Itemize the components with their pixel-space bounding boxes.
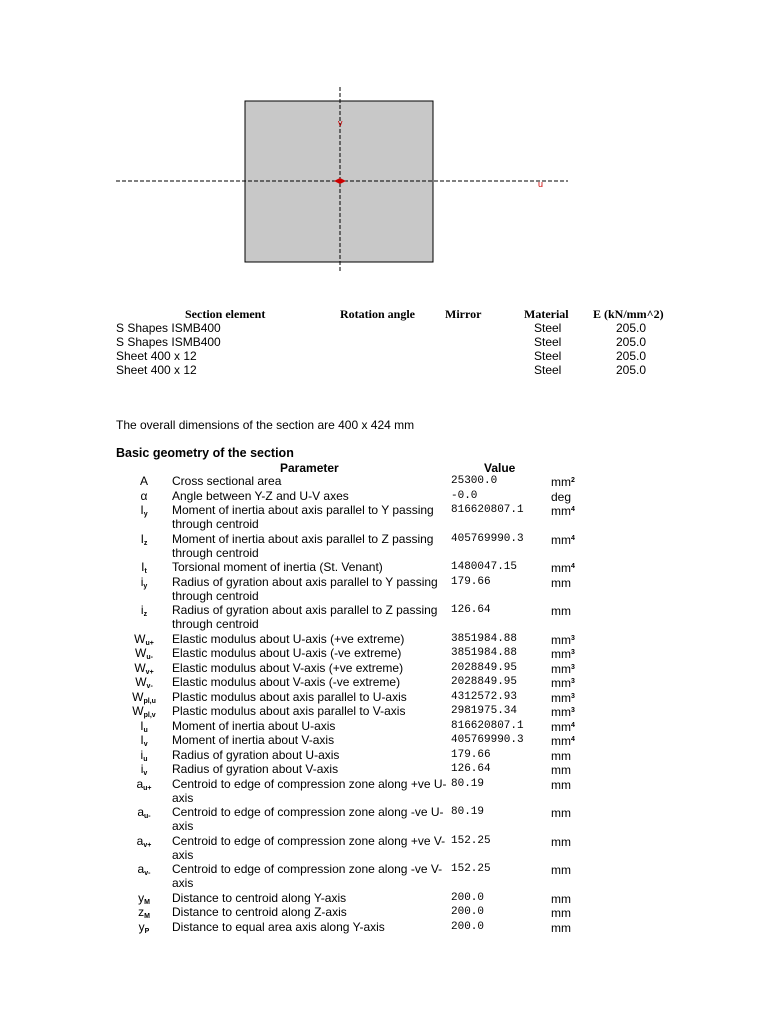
- parameter-unit: [551, 532, 575, 547]
- symbol-subscript: M: [144, 913, 150, 920]
- unit-text: mm: [551, 647, 571, 661]
- parameter-unit: [551, 474, 575, 489]
- header-mirror: Mirror: [445, 307, 482, 321]
- overall-dimensions-text: The overall dimensions of the section are 400 x 424 mm: [116, 418, 415, 432]
- element-name: S Shapes ISMB400: [116, 321, 221, 335]
- symbol-main: I: [141, 560, 145, 574]
- parameter-description: Centroid to edge of compression zone along -ve U-axis: [172, 805, 444, 833]
- symbol-subscript: v: [143, 741, 148, 748]
- unit-exponent: 3: [571, 634, 575, 642]
- parameter-description: Elastic modulus about U-axis (+ve extreme): [172, 631, 405, 646]
- symbol-subscript: pl,v: [143, 712, 156, 719]
- element-material: Steel: [534, 321, 562, 335]
- parameter-description: Elastic modulus about V-axis (+ve extreme): [172, 660, 404, 675]
- parameter-description: Cross sectional area: [172, 474, 282, 488]
- u-axis-label: u: [538, 179, 544, 189]
- parameter-description: Moment of inertia about V-axis: [172, 733, 335, 747]
- v-axis-label: v: [338, 118, 343, 128]
- parameter-value: 200.0: [451, 920, 485, 933]
- element-e-value: 205.0: [616, 363, 647, 377]
- parameter-value: 4312572.93: [451, 690, 518, 703]
- parameter-description: Centroid to edge of compression zone along -ve V-axis: [172, 862, 443, 890]
- element-material: Steel: [534, 335, 562, 349]
- table-row: [116, 349, 676, 363]
- parameter-unit: [551, 603, 571, 618]
- parameter-value: 1480047.15: [451, 561, 518, 573]
- unit-text: mm: [551, 575, 571, 590]
- parameter-value: 126.64: [451, 763, 491, 775]
- unit-text: mm: [551, 676, 571, 690]
- unit-text: mm: [551, 719, 571, 734]
- symbol-subscript: u: [143, 726, 148, 734]
- parameter-value: 2028849.95: [451, 676, 518, 688]
- parameter-unit: [551, 891, 571, 906]
- parameter-value: 152.25: [451, 863, 491, 875]
- unit-exponent: 3: [571, 678, 575, 685]
- parameter-unit: [551, 719, 575, 734]
- parameter-description: Radius of gyration about axis parallel to Z passing through centroid: [172, 603, 438, 631]
- element-e-value: 205.0: [616, 335, 647, 349]
- parameter-description: Plastic modulus about axis parallel to V-axis: [172, 704, 406, 718]
- unit-exponent: 3: [571, 649, 575, 656]
- parameter-value: 405769990.3: [451, 532, 524, 545]
- element-material: Steel: [534, 349, 562, 363]
- parameter-symbol: [116, 575, 172, 594]
- basic-geometry-title: Basic geometry of the section: [116, 446, 294, 460]
- symbol-main: A: [139, 474, 148, 488]
- parameter-description: Distance to equal area axis along Y-axis: [172, 919, 385, 934]
- symbol-subscript: v-: [146, 683, 153, 690]
- header-section-element: Section element: [185, 307, 266, 321]
- parameter-unit: [551, 661, 575, 676]
- parameter-value: 816620807.1: [451, 504, 524, 516]
- symbol-main: W: [134, 660, 146, 675]
- unit-text: mm: [551, 604, 571, 618]
- symbol-subscript: u+: [143, 784, 152, 792]
- unit-text: mm: [551, 777, 571, 792]
- parameter-value: 126.64: [451, 604, 491, 616]
- parameter-symbol: [116, 920, 172, 939]
- symbol-main: a: [136, 776, 144, 791]
- unit-exponent: 3: [571, 707, 575, 714]
- parameter-value: 405769990.3: [451, 734, 524, 746]
- parameter-value: 3851984.88: [451, 632, 518, 645]
- parameter-unit: [551, 777, 571, 792]
- symbol-subscript: y: [143, 582, 148, 590]
- unit-exponent: 4: [571, 534, 575, 542]
- parameter-unit: [551, 733, 575, 748]
- parameter-value: 2028849.95: [451, 661, 518, 674]
- parameter-description: Distance to centroid along Z-axis: [172, 905, 347, 919]
- unit-text: mm: [551, 891, 571, 906]
- parameter-unit: [551, 762, 571, 777]
- cross-section-figure: [110, 85, 580, 285]
- unit-exponent: 3: [571, 663, 575, 671]
- parameter-value: 200.0: [451, 891, 485, 904]
- symbol-main: W: [132, 704, 144, 718]
- symbol-main: y: [138, 890, 145, 905]
- header-material: Material: [524, 307, 569, 321]
- parameter-value: 80.19: [451, 777, 485, 790]
- symbol-subscript: u-: [146, 654, 153, 661]
- symbol-subscript: u: [143, 755, 148, 763]
- symbol-main: I: [140, 503, 144, 517]
- parameter-value: 200.0: [451, 906, 485, 918]
- parameter-unit: [551, 632, 575, 647]
- unit-text: mm: [551, 734, 571, 748]
- symbol-main: a: [137, 862, 145, 876]
- parameter-description: Angle between Y-Z and U-V axes: [172, 488, 349, 503]
- header-value: Value: [484, 461, 516, 475]
- unit-text: deg: [551, 489, 572, 504]
- parameter-symbol: [116, 862, 172, 881]
- unit-text: mm: [551, 661, 571, 676]
- unit-text: mm: [551, 504, 571, 518]
- parameter-value: 179.66: [451, 575, 491, 588]
- unit-text: mm: [551, 705, 571, 719]
- header-e: E (kN/mm^2): [593, 307, 664, 321]
- element-name: Sheet 400 x 12: [116, 363, 197, 377]
- element-name: S Shapes ISMB400: [116, 335, 221, 349]
- parameter-value: 152.25: [451, 834, 491, 847]
- symbol-main: z: [138, 905, 145, 919]
- unit-text: mm: [551, 920, 571, 935]
- parameter-description: Elastic modulus about V-axis (-ve extreme): [172, 675, 401, 689]
- symbol-main: a: [136, 833, 144, 848]
- unit-exponent: 4: [571, 721, 575, 729]
- symbol-main: i: [140, 747, 144, 762]
- symbol-main: y: [138, 919, 145, 934]
- unit-text: mm: [551, 906, 571, 920]
- symbol-main: α: [140, 488, 148, 503]
- parameter-description: Centroid to edge of compression zone along +ve V-axis: [172, 833, 446, 862]
- parameter-unit: [551, 646, 575, 661]
- symbol-subscript: t: [144, 568, 147, 575]
- element-name: Sheet 400 x 12: [116, 349, 197, 363]
- parameter-unit: [551, 805, 571, 820]
- symbol-subscript: z: [143, 539, 148, 547]
- parameter-value: 80.19: [451, 806, 485, 818]
- parameter-description: Radius of gyration about axis parallel to Y passing through centroid: [172, 574, 438, 603]
- parameter-description: Torsional moment of inertia (St. Venant): [172, 560, 383, 574]
- symbol-main: a: [137, 805, 145, 819]
- parameter-unit: [551, 748, 571, 763]
- symbol-main: I: [140, 733, 144, 747]
- parameter-description: Elastic modulus about U-axis (-ve extreme): [172, 646, 402, 660]
- symbol-main: i: [140, 574, 144, 589]
- parameter-value: 816620807.1: [451, 719, 524, 732]
- parameter-symbol: [116, 532, 172, 551]
- unit-text: mm: [551, 748, 571, 763]
- parameter-description: Radius of gyration about U-axis: [172, 747, 340, 762]
- symbol-subscript: y: [143, 511, 148, 518]
- parameter-description: Radius of gyration about V-axis: [172, 762, 339, 776]
- unit-exponent: 3: [571, 692, 575, 700]
- symbol-main: W: [134, 631, 146, 646]
- parameter-symbol: [116, 503, 172, 522]
- parameter-unit: [551, 690, 575, 705]
- unit-text: mm: [551, 532, 571, 547]
- symbol-main: W: [135, 646, 147, 660]
- unit-text: mm: [551, 561, 571, 575]
- unit-text: mm: [551, 806, 571, 820]
- symbol-main: I: [140, 718, 144, 733]
- header-rotation-angle: Rotation angle: [340, 307, 415, 321]
- symbol-subscript: u+: [145, 639, 154, 647]
- parameter-unit: [551, 920, 571, 935]
- symbol-subscript: v-: [144, 870, 151, 877]
- element-e-value: 205.0: [616, 321, 647, 335]
- parameter-symbol: [116, 834, 172, 853]
- symbol-subscript: z: [143, 611, 148, 618]
- parameter-unit: [551, 862, 571, 877]
- unit-text: mm: [551, 475, 571, 489]
- parameter-unit: [551, 704, 575, 719]
- symbol-subscript: u-: [144, 813, 151, 820]
- parameter-unit: [551, 489, 571, 504]
- parameter-description: Moment of inertia about axis parallel to Y passing through centroid: [172, 503, 434, 531]
- unit-exponent: 2: [571, 477, 575, 484]
- symbol-main: W: [135, 675, 147, 689]
- parameter-description: Moment of inertia about axis parallel to Z passing through centroid: [172, 531, 434, 560]
- element-e-value: 205.0: [616, 349, 647, 363]
- unit-exponent: 4: [571, 736, 575, 743]
- parameter-symbol: [116, 603, 172, 622]
- parameter-value: 179.66: [451, 748, 491, 761]
- table-row: [116, 321, 676, 335]
- parameter-description: Plastic modulus about axis parallel to U-axis: [172, 689, 407, 704]
- parameter-description: Centroid to edge of compression zone along +ve U-axis: [172, 776, 447, 805]
- parameter-value: -0.0: [451, 489, 478, 502]
- header-parameter: Parameter: [280, 461, 339, 475]
- parameter-unit: [551, 503, 575, 518]
- symbol-main: i: [140, 762, 144, 776]
- parameter-unit: [551, 834, 571, 849]
- parameter-value: 3851984.88: [451, 647, 518, 659]
- unit-text: mm: [551, 632, 571, 647]
- table-row: [116, 335, 676, 349]
- parameter-description: Moment of inertia about U-axis: [172, 718, 336, 733]
- parameter-unit: [551, 575, 571, 590]
- symbol-subscript: v+: [143, 841, 152, 849]
- symbol-subscript: v+: [145, 668, 154, 676]
- unit-text: mm: [551, 863, 571, 877]
- unit-exponent: 4: [571, 563, 575, 570]
- symbol-subscript: M: [144, 898, 150, 906]
- symbol-subscript: P: [144, 927, 150, 935]
- symbol-subscript: v: [143, 770, 148, 777]
- parameter-symbol: [116, 805, 172, 824]
- parameter-symbol: [116, 777, 172, 796]
- parameter-unit: [551, 560, 575, 575]
- symbol-subscript: pl,u: [143, 697, 156, 705]
- parameter-unit: [551, 905, 571, 920]
- parameter-value: 25300.0: [451, 475, 498, 487]
- unit-text: mm: [551, 834, 571, 849]
- parameter-value: 2981975.34: [451, 705, 518, 717]
- symbol-main: I: [140, 531, 144, 546]
- symbol-main: W: [132, 689, 144, 704]
- symbol-main: i: [140, 603, 144, 617]
- table-row: [116, 363, 676, 377]
- parameter-unit: [551, 675, 575, 690]
- element-material: Steel: [534, 363, 562, 377]
- unit-exponent: 4: [571, 506, 575, 513]
- parameter-description: Distance to centroid along Y-axis: [172, 890, 347, 905]
- unit-text: mm: [551, 690, 571, 705]
- unit-text: mm: [551, 763, 571, 777]
